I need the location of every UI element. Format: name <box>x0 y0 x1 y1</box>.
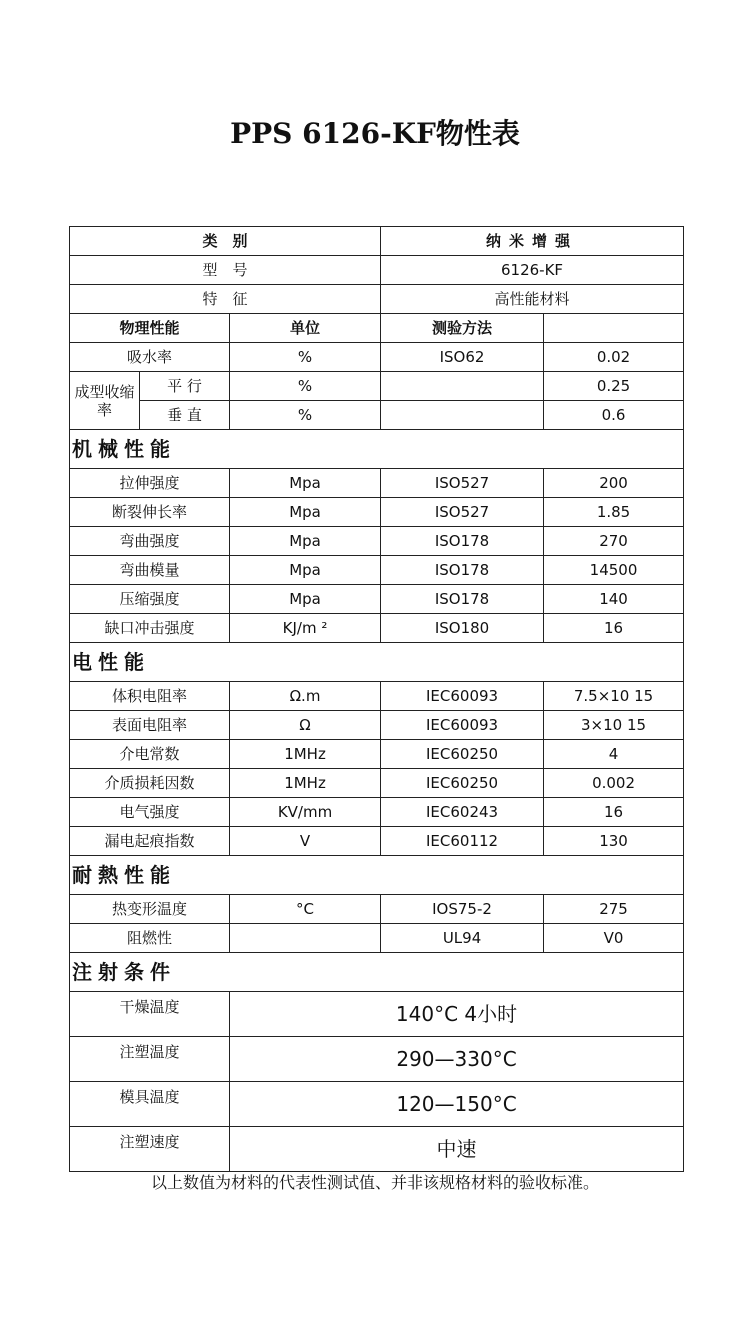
page-title: PPS 6126-KF物性表 <box>230 117 520 150</box>
property-unit: Mpa <box>230 469 381 498</box>
section-title: 机械性能 <box>70 430 684 469</box>
property-value: 140 <box>544 585 684 614</box>
property-name: 电气强度 <box>70 798 230 827</box>
property-method: ISO180 <box>381 614 544 643</box>
property-value: 4 <box>544 740 684 769</box>
section-title: 电性能 <box>70 643 684 682</box>
table-row <box>70 924 684 953</box>
property-name: 介质损耗因数 <box>70 769 230 798</box>
table-row <box>70 1082 684 1127</box>
table-row <box>70 895 684 924</box>
property-name: 平 行 <box>140 372 230 401</box>
property-name: 介电常数 <box>70 740 230 769</box>
property-method: ISO178 <box>381 585 544 614</box>
properties-table <box>69 226 684 1172</box>
category-value: 纳米增强 <box>381 227 684 256</box>
property-name: 弯曲强度 <box>70 527 230 556</box>
condition-value: 140°C 4小时 <box>230 992 684 1037</box>
section-title: 耐熱性能 <box>70 856 684 895</box>
column-header-value <box>544 314 684 343</box>
property-unit: 1MHz <box>230 740 381 769</box>
property-method: UL94 <box>381 924 544 953</box>
property-method: IEC60112 <box>381 827 544 856</box>
property-value: 0.25 <box>544 372 684 401</box>
property-method: IEC60250 <box>381 769 544 798</box>
condition-value: 中速 <box>230 1127 684 1172</box>
table-row <box>70 1127 684 1172</box>
column-header-row <box>70 314 684 343</box>
feature-row <box>70 285 684 314</box>
table-row <box>70 711 684 740</box>
table-row <box>70 740 684 769</box>
condition-name: 干燥温度 <box>70 992 230 1037</box>
column-header-method: 测验方法 <box>381 314 544 343</box>
table-row <box>70 682 684 711</box>
property-name: 压缩强度 <box>70 585 230 614</box>
property-value: 16 <box>544 614 684 643</box>
condition-name: 模具温度 <box>70 1082 230 1127</box>
section-electrical <box>70 643 684 682</box>
table-row <box>70 992 684 1037</box>
property-method: IEC60093 <box>381 711 544 740</box>
property-method: ISO178 <box>381 556 544 585</box>
property-method: IEC60243 <box>381 798 544 827</box>
property-value: 270 <box>544 527 684 556</box>
property-name: 体积电阻率 <box>70 682 230 711</box>
feature-value: 高性能材料 <box>381 285 684 314</box>
condition-name: 注塑速度 <box>70 1127 230 1172</box>
property-unit <box>230 924 381 953</box>
property-value: 0.02 <box>544 343 684 372</box>
property-name: 垂 直 <box>140 401 230 430</box>
property-value: 0.002 <box>544 769 684 798</box>
property-method <box>381 401 544 430</box>
property-unit: Mpa <box>230 585 381 614</box>
property-value: 1.85 <box>544 498 684 527</box>
condition-value: 290—330°C <box>230 1037 684 1082</box>
property-unit: KV/mm <box>230 798 381 827</box>
section-mechanical <box>70 430 684 469</box>
property-unit: Mpa <box>230 527 381 556</box>
property-value: 14500 <box>544 556 684 585</box>
property-unit: % <box>230 372 381 401</box>
property-unit: Ω.m <box>230 682 381 711</box>
section-thermal <box>70 856 684 895</box>
property-method: ISO62 <box>381 343 544 372</box>
property-value: 7.5×10 15 <box>544 682 684 711</box>
property-value: 275 <box>544 895 684 924</box>
property-unit: KJ/m ² <box>230 614 381 643</box>
property-unit: Mpa <box>230 556 381 585</box>
section-injection <box>70 953 684 992</box>
table-row <box>70 1037 684 1082</box>
property-method: IEC60093 <box>381 682 544 711</box>
property-name: 表面电阻率 <box>70 711 230 740</box>
property-name: 热变形温度 <box>70 895 230 924</box>
footnote: 以上数值为材料的代表性测试值、并非该规格材料的验收标准。 <box>150 1173 599 1192</box>
property-value: 130 <box>544 827 684 856</box>
property-method: IEC60250 <box>381 740 544 769</box>
table-row <box>70 614 684 643</box>
property-value: 3×10 15 <box>544 711 684 740</box>
property-name: 阻燃性 <box>70 924 230 953</box>
condition-value: 120—150°C <box>230 1082 684 1127</box>
property-unit: % <box>230 401 381 430</box>
property-method: ISO527 <box>381 469 544 498</box>
property-value: 200 <box>544 469 684 498</box>
table-row <box>70 798 684 827</box>
model-value: 6126-KF <box>381 256 684 285</box>
property-name: 拉伸强度 <box>70 469 230 498</box>
model-label: 型 号 <box>70 256 381 285</box>
table-row <box>70 498 684 527</box>
column-header-unit: 单位 <box>230 314 381 343</box>
shrinkage-label: 成型收缩率 <box>70 372 140 430</box>
feature-label: 特 征 <box>70 285 381 314</box>
property-name: 吸水率 <box>70 343 230 372</box>
table-row <box>70 401 684 430</box>
category-row <box>70 227 684 256</box>
property-unit: 1MHz <box>230 769 381 798</box>
property-name: 弯曲模量 <box>70 556 230 585</box>
property-unit: °C <box>230 895 381 924</box>
property-value: V0 <box>544 924 684 953</box>
property-method <box>381 372 544 401</box>
condition-name: 注塑温度 <box>70 1037 230 1082</box>
table-row <box>70 372 684 401</box>
property-unit: % <box>230 343 381 372</box>
model-row <box>70 256 684 285</box>
property-unit: Mpa <box>230 498 381 527</box>
section-title: 注射条件 <box>70 953 684 992</box>
property-name: 缺口冲击强度 <box>70 614 230 643</box>
property-method: IOS75-2 <box>381 895 544 924</box>
category-label: 类 别 <box>70 227 381 256</box>
table-row <box>70 343 684 372</box>
table-row <box>70 585 684 614</box>
property-method: ISO527 <box>381 498 544 527</box>
property-unit: V <box>230 827 381 856</box>
property-name: 断裂伸长率 <box>70 498 230 527</box>
column-header-property: 物理性能 <box>70 314 230 343</box>
property-value: 16 <box>544 798 684 827</box>
property-value: 0.6 <box>544 401 684 430</box>
table-row <box>70 827 684 856</box>
property-name: 漏电起痕指数 <box>70 827 230 856</box>
property-method: ISO178 <box>381 527 544 556</box>
property-unit: Ω <box>230 711 381 740</box>
table-row <box>70 469 684 498</box>
table-row <box>70 769 684 798</box>
table-row <box>70 556 684 585</box>
table-row <box>70 527 684 556</box>
